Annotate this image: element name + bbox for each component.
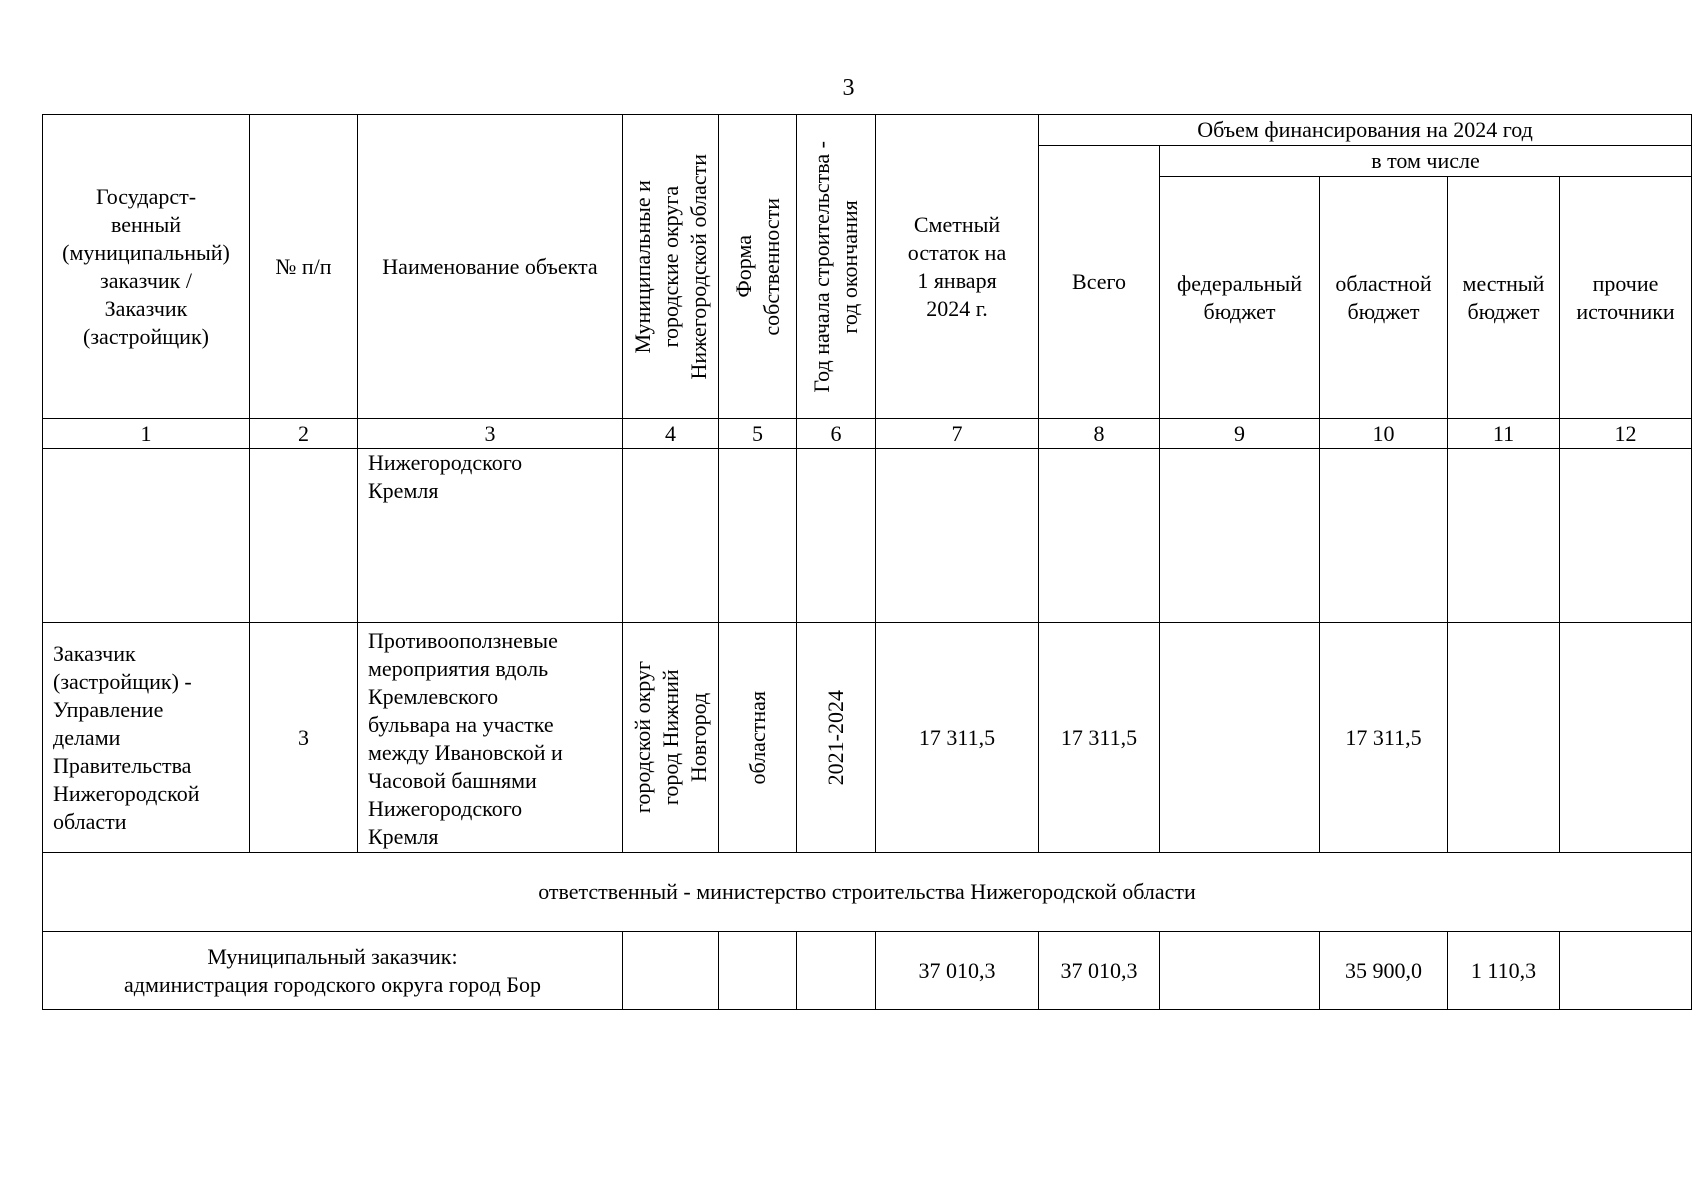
column-number: 10 — [1320, 419, 1448, 449]
header-ownership: Форма собственности — [719, 115, 797, 419]
municipal-local: 1 110,3 — [1448, 932, 1560, 1010]
empty-cell — [623, 449, 719, 623]
empty-cell — [797, 932, 876, 1010]
empty-cell — [876, 449, 1039, 623]
empty-cell — [1560, 449, 1692, 623]
header-financing: Объем финансирования на 2024 год — [1039, 115, 1692, 146]
empty-cell — [719, 932, 797, 1010]
municipal-customer-row — [43, 932, 1692, 1010]
empty-cell — [1160, 449, 1320, 623]
object-row — [43, 623, 1692, 853]
empty-cell — [43, 449, 250, 623]
column-number: 6 — [797, 419, 876, 449]
header-object-name: Наименование объекта — [358, 115, 623, 419]
column-number: 12 — [1560, 419, 1692, 449]
responsible-row — [43, 853, 1692, 932]
municipal-federal — [1160, 932, 1320, 1010]
column-number: 7 — [876, 419, 1039, 449]
financing-table — [42, 114, 1692, 1010]
empty-cell — [250, 449, 358, 623]
column-numbers-row — [43, 419, 1692, 449]
municipal-regional: 35 900,0 — [1320, 932, 1448, 1010]
object-name: Противооползневые мероприятия вдоль Кремлевского бульвара на участке между Ивановской и Часовой башнями Нижегородского Кремля — [358, 623, 623, 853]
object-regional: 17 311,5 — [1320, 623, 1448, 853]
empty-cell — [623, 932, 719, 1010]
header-years: Год начала строительства - год окончания — [797, 115, 876, 419]
continuation-row — [43, 449, 1692, 623]
municipal-customer: Муниципальный заказчик: администрация городского округа город Бор — [43, 932, 623, 1010]
municipal-other — [1560, 932, 1692, 1010]
page-number: 3 — [842, 75, 855, 101]
column-number: 5 — [719, 419, 797, 449]
header-total: Всего — [1039, 146, 1160, 419]
header-balance: Сметный остаток на 1 января 2024 г. — [876, 115, 1039, 419]
column-number: 2 — [250, 419, 358, 449]
empty-cell — [1320, 449, 1448, 623]
column-number: 8 — [1039, 419, 1160, 449]
object-other — [1560, 623, 1692, 853]
empty-cell — [719, 449, 797, 623]
object-number: 3 — [250, 623, 358, 853]
object-local — [1448, 623, 1560, 853]
object-total: 17 311,5 — [1039, 623, 1160, 853]
header-customer: Государст- венный (муниципальный) заказчик / Заказчик (застройщик) — [43, 115, 250, 419]
empty-cell — [797, 449, 876, 623]
object-ownership: областная — [719, 623, 797, 853]
column-number: 9 — [1160, 419, 1320, 449]
empty-cell — [1039, 449, 1160, 623]
object-customer: Заказчик (застройщик) - Управление делами Правительства Нижегородской области — [43, 623, 250, 853]
header-regional: областной бюджет — [1320, 177, 1448, 419]
empty-cell — [1448, 449, 1560, 623]
object-federal — [1160, 623, 1320, 853]
municipal-balance: 37 010,3 — [876, 932, 1039, 1010]
column-number: 3 — [358, 419, 623, 449]
header-other: прочие источники — [1560, 177, 1692, 419]
column-number: 1 — [43, 419, 250, 449]
header-municipal: Муниципальные и городские округа Нижегородской области — [623, 115, 719, 419]
header-local: местный бюджет — [1448, 177, 1560, 419]
header-federal: федеральный бюджет — [1160, 177, 1320, 419]
object-balance: 17 311,5 — [876, 623, 1039, 853]
header-row-top — [43, 115, 1692, 146]
municipal-total: 37 010,3 — [1039, 932, 1160, 1010]
header-including: в том числе — [1160, 146, 1692, 177]
responsible-text: ответственный - министерство строительства Нижегородской области — [43, 853, 1692, 932]
header-number: № п/п — [250, 115, 358, 419]
object-municipal: городской округ город Нижний Новгород — [623, 623, 719, 853]
column-number: 11 — [1448, 419, 1560, 449]
object-years: 2021-2024 — [797, 623, 876, 853]
object-name-continued: Нижегородского Кремля — [358, 449, 623, 623]
column-number: 4 — [623, 419, 719, 449]
